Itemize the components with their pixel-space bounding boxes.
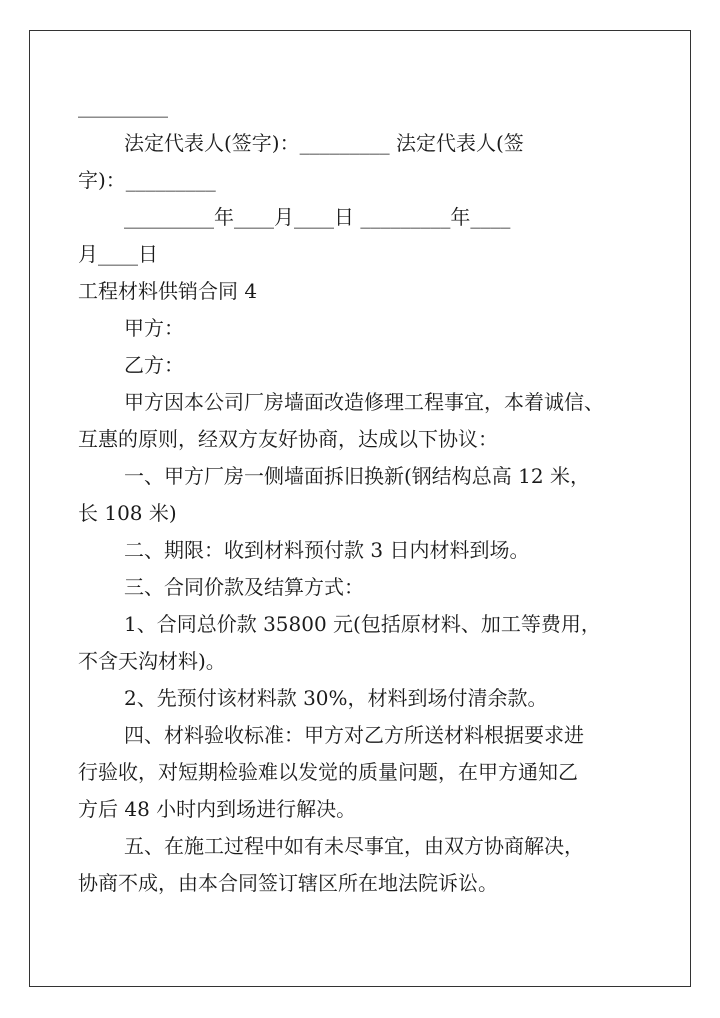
clause-3-item-1-line-1: 1、合同总价款 35800 元(包括原材料、加工等费用，: [124, 612, 601, 636]
clause-4-line-2: 行验收，对短期检验难以发觉的质量问题，在甲方通知乙: [78, 760, 578, 784]
contract-title: 工程材料供销合同 4: [78, 279, 258, 303]
clause-1-line-1: 一、甲方厂房一侧墙面拆旧换新(钢结构总高 12 米，: [124, 464, 590, 488]
clause-4-line-1: 四、材料验收标准：甲方对乙方所送材料根据要求进: [124, 723, 584, 747]
date-line: _________年____月____日 _________年____: [124, 205, 511, 229]
document-body: [78, 88, 663, 902]
clause-2: 二、期限：收到材料预付款 3 日内材料到场。: [124, 538, 530, 562]
party-a-label: 甲方：: [124, 316, 184, 340]
legal-rep-signature-line: 法定代表人(签字)：_________ 法定代表人(签: [124, 131, 524, 155]
preamble-line-1: 甲方因本公司厂房墙面改造修理工程事宜，本着诚信、: [124, 390, 604, 414]
clause-3-heading: 三、合同价款及结算方式：: [124, 575, 364, 599]
clause-1-line-2: 长 108 米): [78, 501, 177, 525]
clause-4-line-3: 方后 48 小时内到场进行解决。: [78, 797, 357, 821]
clause-5-line-2: 协商不成，由本合同签订辖区所在地法院诉讼。: [78, 871, 498, 895]
date-line-continued: 月____日: [78, 242, 158, 266]
clause-5-line-1: 五、在施工过程中如有未尽事宜，由双方协商解决，: [124, 834, 584, 858]
preamble-line-2: 互惠的原则，经双方友好协商，达成以下协议：: [78, 427, 498, 451]
clause-3-item-2: 2、先预付该材料款 30%，材料到场付清余款。: [124, 686, 548, 710]
party-b-label: 乙方：: [124, 353, 184, 377]
signature-blank-line: _________: [78, 94, 168, 118]
clause-3-item-1-line-2: 不含天沟材料)。: [78, 649, 226, 673]
legal-rep-signature-continued: 字)：_________: [78, 168, 216, 192]
